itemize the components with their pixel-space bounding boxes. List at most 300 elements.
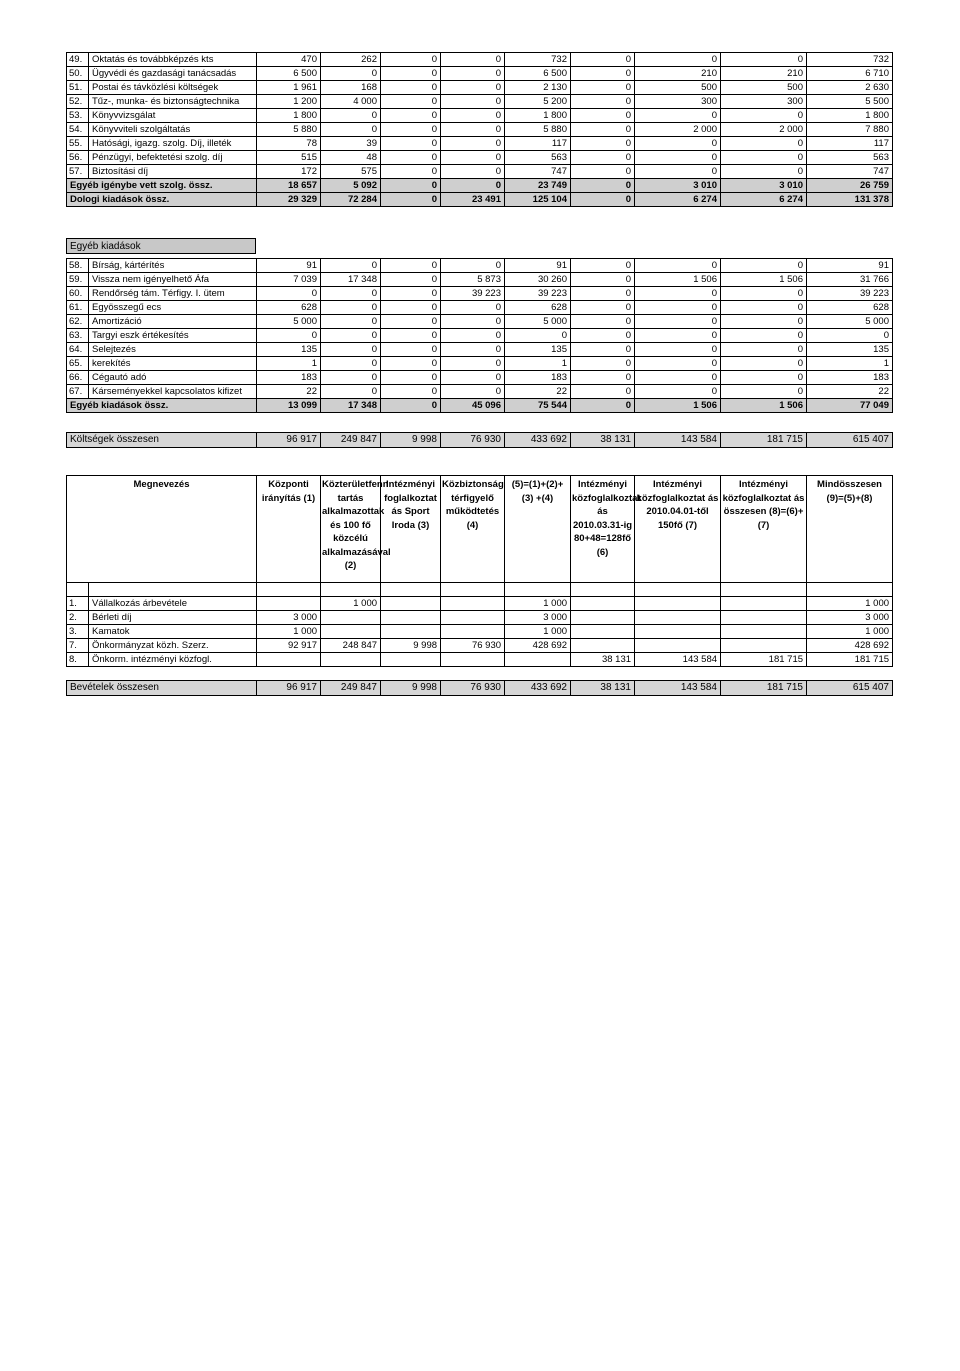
row-value: 0 — [441, 137, 505, 151]
row-value: 0 — [571, 165, 635, 179]
row-value: 0 — [441, 95, 505, 109]
row-value: 1 000 — [505, 597, 571, 611]
row-label: Könyvviteli szolgáltatás — [89, 123, 257, 137]
row-value: 0 — [721, 329, 807, 343]
row-value: 31 766 — [807, 273, 893, 287]
row-value: 5 500 — [807, 95, 893, 109]
row-value: 168 — [321, 81, 381, 95]
header-row — [67, 476, 893, 583]
row-value: 0 — [571, 81, 635, 95]
row-value: 0 — [321, 301, 381, 315]
row-value: 183 — [505, 371, 571, 385]
row-value — [721, 611, 807, 625]
row-value: 0 — [381, 287, 441, 301]
total-value: 249 847 — [321, 433, 381, 448]
row-value: 39 223 — [807, 287, 893, 301]
total-value: 1 506 — [721, 399, 807, 413]
total-value: 615 407 — [807, 681, 893, 696]
row-value: 2 130 — [505, 81, 571, 95]
row-value: 0 — [441, 371, 505, 385]
table-row — [67, 53, 893, 67]
row-value: 0 — [381, 137, 441, 151]
row-number: 3. — [67, 625, 89, 639]
total-value: 0 — [571, 179, 635, 193]
total-value: 29 329 — [257, 193, 321, 207]
row-value: 3 000 — [257, 611, 321, 625]
row-value: 0 — [571, 371, 635, 385]
dologi-rows — [67, 53, 893, 207]
row-value: 30 260 — [505, 273, 571, 287]
spacer-row — [67, 583, 893, 597]
row-value: 0 — [257, 287, 321, 301]
table-row — [67, 137, 893, 151]
row-value: 22 — [807, 385, 893, 399]
row-number: 61. — [67, 301, 89, 315]
total-value: 6 274 — [721, 193, 807, 207]
row-value: 172 — [257, 165, 321, 179]
row-value: 5 000 — [807, 315, 893, 329]
table-row — [67, 95, 893, 109]
total-value: 5 092 — [321, 179, 381, 193]
row-value: 7 880 — [807, 123, 893, 137]
table-row — [67, 653, 893, 667]
row-number: 59. — [67, 273, 89, 287]
row-value: 0 — [721, 287, 807, 301]
bevetelek-total — [66, 680, 893, 696]
total-row — [67, 193, 893, 207]
table-row — [67, 109, 893, 123]
row-value: 0 — [441, 329, 505, 343]
row-value — [321, 611, 381, 625]
row-value: 210 — [721, 67, 807, 81]
row-value: 0 — [321, 371, 381, 385]
row-number: 64. — [67, 343, 89, 357]
total-value: 23 749 — [505, 179, 571, 193]
row-value: 0 — [571, 273, 635, 287]
row-value: 0 — [571, 67, 635, 81]
row-label: Ügyvédi és gazdasági tanácsadás — [89, 67, 257, 81]
row-value: 0 — [635, 109, 721, 123]
total-value: 72 284 — [321, 193, 381, 207]
row-value: 747 — [505, 165, 571, 179]
row-value: 0 — [571, 123, 635, 137]
column-header: Mindösszesen (9)=(5)+(8) — [807, 476, 893, 583]
row-value: 0 — [441, 151, 505, 165]
row-value: 563 — [505, 151, 571, 165]
row-value: 515 — [257, 151, 321, 165]
table-row — [67, 123, 893, 137]
row-value: 0 — [635, 343, 721, 357]
row-value: 0 — [381, 301, 441, 315]
total-value: 0 — [441, 179, 505, 193]
row-value: 6 710 — [807, 67, 893, 81]
row-value: 22 — [257, 385, 321, 399]
row-value: 0 — [381, 329, 441, 343]
total-value: 131 378 — [807, 193, 893, 207]
row-value: 1 506 — [721, 273, 807, 287]
row-value: 747 — [807, 165, 893, 179]
row-number: 57. — [67, 165, 89, 179]
row-value: 0 — [505, 329, 571, 343]
row-value — [381, 625, 441, 639]
row-value: 1 — [505, 357, 571, 371]
row-label: Önkorm. intézményi közfogl. — [89, 653, 257, 667]
row-value: 0 — [721, 357, 807, 371]
row-value: 0 — [321, 123, 381, 137]
row-value: 39 223 — [505, 287, 571, 301]
row-value — [571, 639, 635, 653]
row-value: 470 — [257, 53, 321, 67]
row-value: 0 — [441, 109, 505, 123]
total-value: 9 998 — [381, 681, 441, 696]
row-value: 0 — [635, 357, 721, 371]
row-value: 135 — [257, 343, 321, 357]
row-value: 248 847 — [321, 639, 381, 653]
row-value: 0 — [571, 109, 635, 123]
row-label: Pénzügyi, befektetési szolg. díj — [89, 151, 257, 165]
row-value: 2 630 — [807, 81, 893, 95]
total-value: 615 407 — [807, 433, 893, 448]
total-value: 1 506 — [635, 399, 721, 413]
row-value — [505, 653, 571, 667]
row-number: 56. — [67, 151, 89, 165]
total-value: 18 657 — [257, 179, 321, 193]
table-row — [67, 597, 893, 611]
row-number: 7. — [67, 639, 89, 653]
row-value: 0 — [381, 343, 441, 357]
row-value: 135 — [807, 343, 893, 357]
row-value: 0 — [721, 315, 807, 329]
row-value: 117 — [505, 137, 571, 151]
total-value: 181 715 — [721, 681, 807, 696]
row-value: 732 — [505, 53, 571, 67]
total-value: 0 — [571, 399, 635, 413]
row-number: 54. — [67, 123, 89, 137]
row-number: 1. — [67, 597, 89, 611]
column-header: Közbiztonság térfigyelő működtetés (4) — [441, 476, 505, 583]
row-value: 0 — [381, 357, 441, 371]
row-value: 0 — [381, 315, 441, 329]
row-value: 0 — [321, 343, 381, 357]
row-value: 0 — [635, 315, 721, 329]
row-label: Egyösszegű ecs — [89, 301, 257, 315]
total-value: 17 348 — [321, 399, 381, 413]
total-row — [67, 433, 893, 448]
row-value: 0 — [441, 315, 505, 329]
row-number: 49. — [67, 53, 89, 67]
total-value: 76 930 — [441, 681, 505, 696]
row-label: Selejtezés — [89, 343, 257, 357]
row-value: 563 — [807, 151, 893, 165]
row-value: 0 — [441, 81, 505, 95]
table-row — [67, 639, 893, 653]
row-value: 22 — [505, 385, 571, 399]
row-label: Vissza nem igényelhető Áfa — [89, 273, 257, 287]
column-header: Közterületfenn tartás alkalmazottak és 100 fő közcélú alkalmazásával (2) — [321, 476, 381, 583]
table-row — [67, 385, 893, 399]
row-value: 39 223 — [441, 287, 505, 301]
row-label: kerekítés — [89, 357, 257, 371]
row-value: 0 — [441, 259, 505, 273]
row-value: 0 — [321, 109, 381, 123]
row-number: 62. — [67, 315, 89, 329]
total-row — [67, 399, 893, 413]
row-value: 0 — [381, 259, 441, 273]
row-value: 1 800 — [807, 109, 893, 123]
row-value: 5 873 — [441, 273, 505, 287]
row-value: 628 — [257, 301, 321, 315]
table-row — [67, 165, 893, 179]
row-value: 5 880 — [257, 123, 321, 137]
row-value — [381, 597, 441, 611]
total-value: 75 544 — [505, 399, 571, 413]
row-value: 0 — [381, 273, 441, 287]
row-value: 39 — [321, 137, 381, 151]
row-value: 183 — [257, 371, 321, 385]
row-value: 6 500 — [257, 67, 321, 81]
row-value — [441, 597, 505, 611]
total-value: 77 049 — [807, 399, 893, 413]
row-value — [441, 653, 505, 667]
row-label: Hatósági, igazg. szolg. Díj, illeték — [89, 137, 257, 151]
row-label: Könyvvizsgálat — [89, 109, 257, 123]
total-row — [67, 179, 893, 193]
row-value: 1 000 — [257, 625, 321, 639]
row-value — [321, 625, 381, 639]
row-value: 0 — [721, 259, 807, 273]
row-value: 0 — [381, 109, 441, 123]
column-header: Megnevezés — [67, 476, 257, 583]
row-value: 48 — [321, 151, 381, 165]
row-value: 91 — [807, 259, 893, 273]
row-value: 0 — [571, 357, 635, 371]
row-label: Kamatok — [89, 625, 257, 639]
row-value: 210 — [635, 67, 721, 81]
row-value: 262 — [321, 53, 381, 67]
row-number: 52. — [67, 95, 89, 109]
row-value — [635, 639, 721, 653]
total-value: 3 010 — [721, 179, 807, 193]
total-value: 23 491 — [441, 193, 505, 207]
row-number: 51. — [67, 81, 89, 95]
row-value — [635, 611, 721, 625]
row-label: Oktatás és továbbképzés kts — [89, 53, 257, 67]
row-value: 0 — [571, 343, 635, 357]
table-row — [67, 67, 893, 81]
row-value: 0 — [381, 385, 441, 399]
row-value: 0 — [635, 287, 721, 301]
row-number: 67. — [67, 385, 89, 399]
row-value: 0 — [441, 53, 505, 67]
row-value: 628 — [505, 301, 571, 315]
row-value: 0 — [721, 151, 807, 165]
total-label: Bevételek összesen — [67, 681, 257, 696]
total-label: Egyéb igénybe vett szolg. össz. — [67, 179, 257, 193]
row-value: 0 — [571, 95, 635, 109]
total-value: 45 096 — [441, 399, 505, 413]
row-label: Kárseményekkel kapcsolatos kifizet — [89, 385, 257, 399]
table-row — [67, 151, 893, 165]
row-label: Rendőrség tám. Térfigy. I. ütem — [89, 287, 257, 301]
total-value: 433 692 — [505, 681, 571, 696]
row-value: 0 — [571, 385, 635, 399]
row-value: 0 — [571, 287, 635, 301]
row-value: 0 — [635, 151, 721, 165]
row-value: 4 000 — [321, 95, 381, 109]
row-value: 300 — [635, 95, 721, 109]
total-value: 0 — [381, 399, 441, 413]
row-value: 0 — [441, 357, 505, 371]
row-value: 0 — [721, 109, 807, 123]
row-value: 0 — [381, 95, 441, 109]
total-value: 143 584 — [635, 433, 721, 448]
row-value: 5 880 — [505, 123, 571, 137]
row-label: Postai és távközlési költségek — [89, 81, 257, 95]
row-value: 0 — [321, 259, 381, 273]
row-value: 0 — [635, 259, 721, 273]
row-value: 0 — [441, 385, 505, 399]
row-label: Bírság, kártérítés — [89, 259, 257, 273]
revenue-table — [66, 475, 893, 667]
total-value: 143 584 — [635, 681, 721, 696]
total-row — [67, 681, 893, 696]
row-value: 1 000 — [807, 625, 893, 639]
row-label: Targyi eszk értékesítés — [89, 329, 257, 343]
row-value: 135 — [505, 343, 571, 357]
column-header: (5)=(1)+(2)+(3) +(4) — [505, 476, 571, 583]
row-number: 8. — [67, 653, 89, 667]
total-value: 38 131 — [571, 433, 635, 448]
column-header: Központi irányítás (1) — [257, 476, 321, 583]
egyeb-heading: Egyéb kiadások — [66, 238, 256, 254]
table-row — [67, 273, 893, 287]
row-value: 0 — [381, 165, 441, 179]
row-value: 0 — [381, 53, 441, 67]
row-value: 0 — [381, 151, 441, 165]
total-value: 3 010 — [635, 179, 721, 193]
row-number: 2. — [67, 611, 89, 625]
row-value: 0 — [571, 315, 635, 329]
table-row — [67, 287, 893, 301]
table-row — [67, 329, 893, 343]
row-value — [721, 625, 807, 639]
row-value — [571, 625, 635, 639]
row-value: 0 — [441, 67, 505, 81]
total-value: 96 917 — [257, 433, 321, 448]
row-label: Bérleti díj — [89, 611, 257, 625]
row-number: 55. — [67, 137, 89, 151]
row-value: 143 584 — [635, 653, 721, 667]
row-value: 0 — [381, 371, 441, 385]
row-value: 0 — [381, 67, 441, 81]
row-value: 5 000 — [505, 315, 571, 329]
row-number: 50. — [67, 67, 89, 81]
row-value: 0 — [721, 371, 807, 385]
row-value: 1 000 — [807, 597, 893, 611]
row-value: 183 — [807, 371, 893, 385]
total-value: 76 930 — [441, 433, 505, 448]
column-header: Intézményi közfoglalkoztat ás 2010.03.31-ig 80+48=128fő (6) — [571, 476, 635, 583]
egyeb-table — [66, 258, 893, 413]
row-value: 0 — [381, 81, 441, 95]
column-header: Intézményi közfoglalkoztat ás 2010.04.01-től 150fő (7) — [635, 476, 721, 583]
row-value: 0 — [721, 165, 807, 179]
row-number: 66. — [67, 371, 89, 385]
row-value: 117 — [807, 137, 893, 151]
total-label: Költségek összesen — [67, 433, 257, 448]
row-value: 1 000 — [505, 625, 571, 639]
row-value: 0 — [635, 385, 721, 399]
total-value: 181 715 — [721, 433, 807, 448]
row-value: 0 — [257, 329, 321, 343]
row-value — [571, 597, 635, 611]
row-value: 0 — [635, 53, 721, 67]
total-value: 38 131 — [571, 681, 635, 696]
total-value: 26 759 — [807, 179, 893, 193]
row-value: 0 — [321, 67, 381, 81]
row-value: 181 715 — [721, 653, 807, 667]
row-value: 38 131 — [571, 653, 635, 667]
row-value — [381, 653, 441, 667]
table-row — [67, 343, 893, 357]
row-value — [381, 611, 441, 625]
row-value: 76 930 — [441, 639, 505, 653]
row-value: 181 715 — [807, 653, 893, 667]
table-row — [67, 259, 893, 273]
row-label: Vállalkozás árbevétele — [89, 597, 257, 611]
row-value — [635, 625, 721, 639]
row-value: 500 — [721, 81, 807, 95]
total-value: 0 — [381, 179, 441, 193]
total-value: 433 692 — [505, 433, 571, 448]
table-row — [67, 315, 893, 329]
row-value: 0 — [441, 123, 505, 137]
row-value: 0 — [721, 137, 807, 151]
row-value: 0 — [807, 329, 893, 343]
row-value: 0 — [721, 385, 807, 399]
row-value: 0 — [571, 137, 635, 151]
row-value — [441, 625, 505, 639]
row-value: 0 — [635, 371, 721, 385]
total-value: 6 274 — [635, 193, 721, 207]
row-number: 58. — [67, 259, 89, 273]
row-value: 0 — [721, 53, 807, 67]
row-value: 6 500 — [505, 67, 571, 81]
row-value: 0 — [321, 287, 381, 301]
row-value: 0 — [571, 259, 635, 273]
total-value: 249 847 — [321, 681, 381, 696]
row-value — [721, 639, 807, 653]
total-value: 125 104 — [505, 193, 571, 207]
row-value: 0 — [321, 357, 381, 371]
row-value: 628 — [807, 301, 893, 315]
row-value: 0 — [635, 137, 721, 151]
row-value — [721, 597, 807, 611]
row-value — [257, 597, 321, 611]
row-value: 0 — [441, 301, 505, 315]
row-value: 0 — [321, 385, 381, 399]
row-value: 428 692 — [505, 639, 571, 653]
row-value: 428 692 — [807, 639, 893, 653]
row-value: 0 — [635, 165, 721, 179]
row-value: 92 917 — [257, 639, 321, 653]
row-value: 0 — [441, 165, 505, 179]
row-number: 53. — [67, 109, 89, 123]
row-value: 0 — [721, 301, 807, 315]
row-value: 500 — [635, 81, 721, 95]
row-value: 0 — [321, 329, 381, 343]
row-value: 17 348 — [321, 273, 381, 287]
